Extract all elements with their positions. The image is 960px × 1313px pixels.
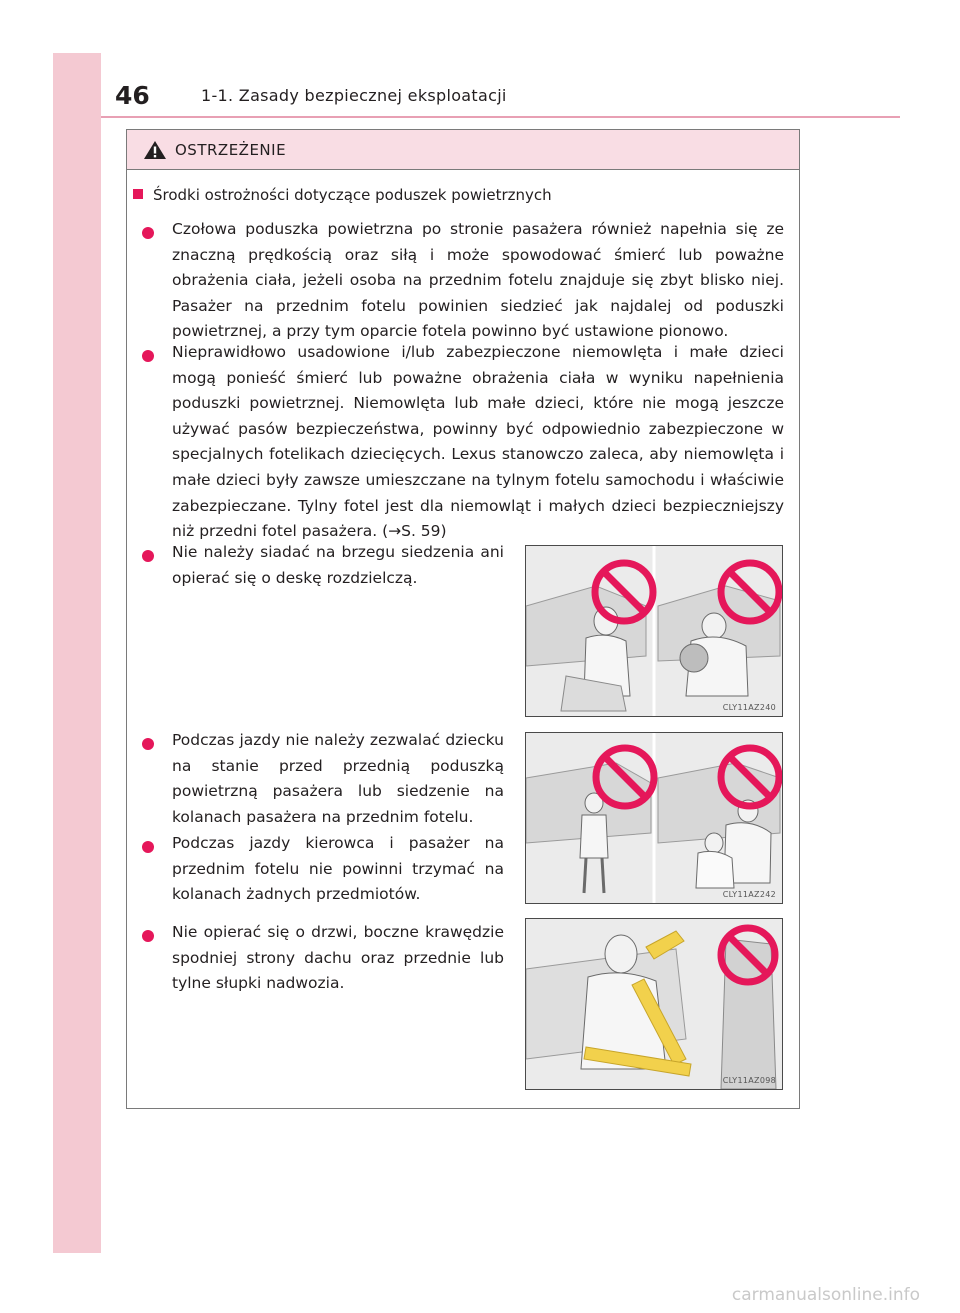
- bullet-icon: [142, 550, 154, 562]
- bullet-icon: [142, 350, 154, 362]
- warning-header: [127, 130, 799, 170]
- bullet-text-4: Podczas jazdy nie należy zezwalać dziecku na stanie przed przednią poduszką powietrzną pasażera lub siedzenie na kolanach pasażera na przednim fotelu.: [172, 731, 504, 826]
- side-band: [53, 53, 101, 1253]
- warning-box: [126, 129, 800, 1109]
- bullet-icon: [142, 227, 154, 239]
- illustration-code: CLY11AZ098: [722, 1076, 776, 1085]
- warning-title: OSTRZEŻENIE: [175, 141, 287, 159]
- bullet-text-5: Podczas jazdy kierowca i pasażer na przednim fotelu nie powinni trzymać na kolanach żadnych przedmiotów.: [172, 834, 504, 904]
- bullet-icon: [142, 738, 154, 750]
- illustration-graphic: [526, 919, 782, 1089]
- square-bullet-icon: [133, 189, 143, 199]
- illustration-sitting-on-edge: [525, 545, 783, 717]
- page-header: [101, 53, 900, 117]
- bullet-text-2: Nieprawidłowo usadowione i/lub zabezpieczone niemowlęta i małe dzieci mogą ponieść śmierć lub poważne obrażenia ciała w wyniku napełnienia poduszki powietrznej. Niemowlęta lub małe dzieci, które nie mogą jeszcze używać pasów bezpieczeństwa, powinny być odpowiednio zabezpieczone w specjalnych fotelikach dziecięcych. Lexus stanowczo zaleca, aby niemowlęta i małe dzieci były zawsze umieszczane na tylnym fotelu samochodu i właściwie zabezpieczane. Tylny fotel jest dla niemowląt i małych dzieci bezpieczniejszy niż przedni fotel pasażera. (→S. 59): [172, 343, 784, 541]
- bullet-text-1: Czołowa poduszka powietrzna po stronie pasażera również napełnia się ze znaczną prędkością oraz siłą i może spowodować śmierć lub poważne obrażenia ciała, jeżeli osoba na przednim fotelu znajduje się zbyt blisko niej. Pasażer na przednim fotelu powinien siedzieć jak najdalej od poduszki powietrznej, a przy tym oparcie fotela powinno być ustawione pionowo.: [172, 220, 784, 341]
- section-title: 1-1. Zasady bezpiecznej eksploatacji: [201, 86, 507, 105]
- bullet-text-6: Nie opierać się o drzwi, boczne krawędzie spodniej strony dachu oraz przednie lub tylne słupki nadwozia.: [172, 923, 504, 993]
- section-heading-text: Środki ostrożności dotyczące poduszek powietrznych: [153, 186, 552, 204]
- illustration-graphic: [526, 546, 782, 716]
- header-divider: [101, 116, 900, 118]
- illustration-code: CLY11AZ242: [722, 890, 776, 899]
- illustration-code: CLY11AZ240: [722, 703, 776, 712]
- page-number: 46: [115, 81, 150, 110]
- bullet-icon: [142, 841, 154, 853]
- bullet-icon: [142, 930, 154, 942]
- footer-watermark: carmanualsonline.info: [731, 1285, 920, 1305]
- illustration-child-standing: [525, 732, 783, 904]
- bullet-text-3: Nie należy siadać na brzegu siedzenia ani opierać się o deskę rozdzielczą.: [172, 543, 504, 587]
- warning-icon: [143, 140, 167, 160]
- illustration-leaning-on-door: [525, 918, 783, 1090]
- illustration-graphic: [526, 733, 782, 903]
- section-heading: [133, 186, 552, 204]
